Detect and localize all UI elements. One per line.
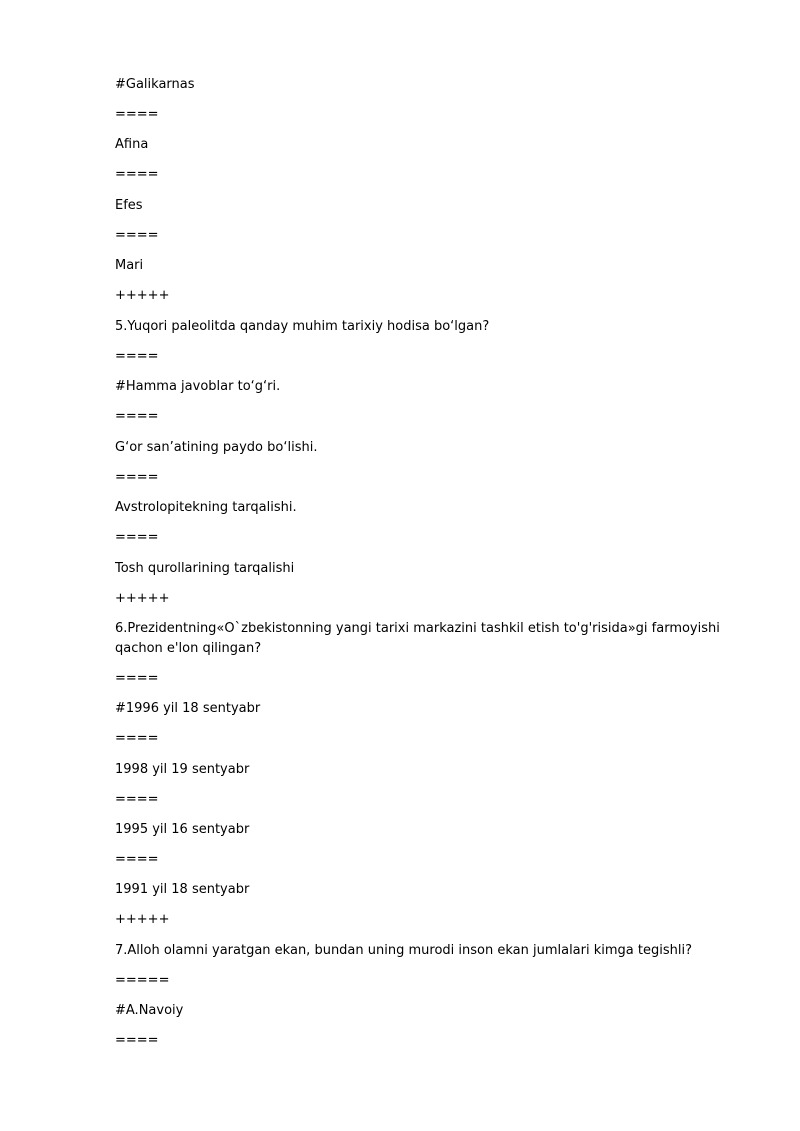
answer-option: 1991 yil 18 sentyabr bbox=[115, 882, 250, 897]
question-separator: +++++ bbox=[115, 591, 170, 606]
question-text: 6.Prezidentning«O`zbekistonning yangi tarixi markazini tashkil etish to'g'risida»gi farmoyishi qachon e'lon qilingan? bbox=[115, 621, 720, 656]
question-text: 7.Alloh olamni yaratgan ekan, bundan uning murodi inson ekan jumlalari kimga tegishli? bbox=[115, 943, 692, 958]
separator: ===== bbox=[115, 973, 170, 988]
separator: ==== bbox=[115, 530, 159, 545]
answer-option-correct: #Hamma javoblar to‘g‘ri. bbox=[115, 379, 281, 394]
separator: ==== bbox=[115, 349, 159, 364]
answer-option: Mari bbox=[115, 258, 144, 273]
answer-option: Avstrolopitekning tarqalishi. bbox=[115, 500, 297, 515]
separator: ==== bbox=[115, 228, 159, 243]
answer-option: Efes bbox=[115, 198, 143, 213]
question-text: 5.Yuqori paleolitda qanday muhim tarixiy hodisa bo‘lgan? bbox=[115, 319, 490, 334]
answer-option: 1995 yil 16 sentyabr bbox=[115, 822, 250, 837]
separator: ==== bbox=[115, 792, 159, 807]
answer-option-correct: #Galikarnas bbox=[115, 77, 195, 92]
answer-option: Tosh qurollarining tarqalishi bbox=[115, 561, 295, 576]
question-separator: +++++ bbox=[115, 912, 170, 927]
separator: ==== bbox=[115, 409, 159, 424]
separator: ==== bbox=[115, 671, 159, 686]
separator: ==== bbox=[115, 167, 159, 182]
separator: ==== bbox=[115, 852, 159, 867]
question-separator: +++++ bbox=[115, 288, 170, 303]
answer-option-correct: #1996 yil 18 sentyabr bbox=[115, 701, 261, 716]
answer-option-correct: #A.Navoiy bbox=[115, 1003, 184, 1018]
separator: ==== bbox=[115, 107, 159, 122]
separator: ==== bbox=[115, 1033, 159, 1048]
answer-option: G‘or san’atining paydo bo‘lishi. bbox=[115, 440, 318, 455]
separator: ==== bbox=[115, 731, 159, 746]
separator: ==== bbox=[115, 470, 159, 485]
answer-option: 1998 yil 19 sentyabr bbox=[115, 762, 250, 777]
answer-option: Afina bbox=[115, 137, 149, 152]
